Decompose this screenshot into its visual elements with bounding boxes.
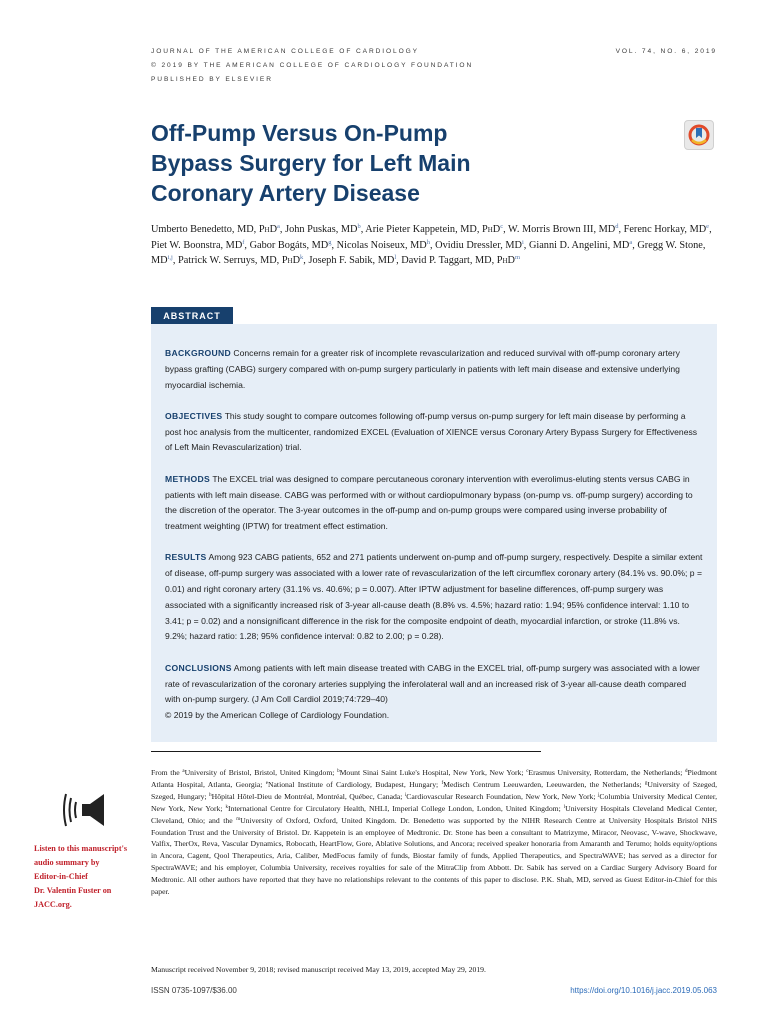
journal-masthead bbox=[151, 45, 717, 87]
affiliation-text: Piedmont Atlanta Hospital, Atlanta, Georgia; bbox=[151, 768, 717, 789]
abstract-methods: METHODS The EXCEL trial was designed to compare percutaneous coronary intervention with everolimus-eluting stents versus CABG in patients with left main disease. CABG was performed with or without cardiopulmonary bypass (on-pump vs. off-pump surgery) according to the discretion of the operator. The 3-year outcomes in the off-pump and on-pump groups were compared using inverse probability of treatment weighting (IPTW) for treatment effect estimation. bbox=[165, 473, 693, 532]
affiliation-text: University of Oxford, Oxford, United Kingdom. Dr. Benedetto was supported by the NIHR Research Centre at University Hospitals Bristol NHS Foundation Trust and the University of Bristol. Dr. Kappetein is an employee of Medtronic. Dr. Stone has been a consultant to Matrizyme, Miracor, Neovasc, V-wave, Shockwave, Valfix, TherOx, Reva, Vascular Dynamics, Robocath, HeartFlow, Gore, Ablative Solutions, and Ancora; received speaker honoraria from Amaranth and Terumo; holds equity/options in Ancora, Cagent, Qool Therapeutics, Aria, Caliber, MedFocus family of funds, Biostar family of funds, Applied Therapeutics, and SpectraWAVE; has served as a director for SpectraWAVE; and his employer, Columbia University, receives royalties for sale of the MitraClip from Abbott. Dr. Sabik has served on a Cardiac Surgery Advisory Board for Medtronic. All other authors have reported that they have no relationships relevant to the contents of this paper to disclose. P.K. Shah, MD, served as Guest Editor-in-Chief for this paper. bbox=[151, 815, 718, 897]
author-name: David P. Taggart, MD, bbox=[401, 255, 497, 267]
page-footer bbox=[151, 985, 717, 997]
doi-link[interactable]: https://doi.org/10.1016/j.jacc.2019.05.063 bbox=[570, 986, 717, 995]
audio-summary-note[interactable]: Listen to this manuscript's audio summary by Editor-in-Chief Dr. Valentin Fuster on JACC.org. bbox=[34, 844, 128, 909]
affiliation-text: Columbia University Medical Center, New York, New York; bbox=[151, 791, 718, 813]
affiliation-marker: l bbox=[563, 804, 566, 810]
author-name: W. Morris Brown III, MD bbox=[508, 224, 616, 235]
author-name: Ferenc Horkay, MD bbox=[623, 224, 707, 235]
author-affiliation-marker[interactable]: a bbox=[629, 238, 633, 246]
author-affiliation-marker[interactable]: e bbox=[706, 223, 710, 230]
abstract-tab: ABSTRACT bbox=[151, 307, 233, 325]
affiliation-marker: h bbox=[209, 792, 212, 798]
author-degree: PhD bbox=[258, 224, 278, 235]
affiliation-marker: b bbox=[337, 769, 340, 774]
affiliation-marker: e bbox=[265, 780, 268, 786]
affiliation-text: National Institute of Cardiology, Budapest, Hungary; bbox=[267, 779, 442, 789]
author-affiliation-marker[interactable]: a bbox=[277, 223, 280, 230]
abstract-background: BACKGROUND Concerns remain for a greater risk of incomplete revascularization and reduced survival with off-pump coronary artery bypass grafting (CABG) surgery compared with on-pump surgery particularly in patients with left main disease and extensive underlying myocardial ischemia. bbox=[165, 348, 680, 390]
author-affiliation-marker[interactable]: f bbox=[242, 238, 245, 246]
author-name: Nicolas Noiseux, MD bbox=[336, 239, 427, 251]
author-affiliation-marker[interactable]: h bbox=[426, 238, 430, 246]
author-name: Gianni D. Angelini, MD bbox=[528, 239, 630, 251]
affiliation-text: Erasmus University, Rotterdam, the Netherlands; bbox=[528, 768, 686, 777]
affiliation-marker: g bbox=[644, 780, 648, 786]
publisher-line: PUBLISHED BY ELSEVIER bbox=[151, 76, 273, 83]
journal-name: JOURNAL OF THE AMERICAN COLLEGE OF CARDIOLOGY bbox=[151, 48, 419, 55]
author-name: Gabor Bogáts, MD bbox=[249, 239, 329, 251]
affiliation-text: Mount Sinai Saint Luke's Hospital, New York, New York; bbox=[339, 768, 527, 777]
speaker-icon[interactable] bbox=[60, 790, 114, 830]
author-affiliation-marker[interactable]: b bbox=[357, 223, 361, 230]
methods-heading: METHODS bbox=[165, 473, 211, 484]
author-name: Ovidiu Dressler, MD bbox=[435, 239, 522, 251]
affiliation-text: University Hospitals Cleveland Medical Center, Cleveland, Ohio; and the bbox=[151, 803, 717, 825]
author-degree: PhD bbox=[281, 255, 301, 267]
affiliation-marker: f bbox=[441, 780, 444, 786]
author-degree: PhD bbox=[496, 255, 515, 267]
author-name: Piet W. Boonstra, MD bbox=[151, 239, 243, 251]
abstract-conclusions: CONCLUSIONS Among patients with left main disease treated with CABG in the EXCEL trial, off-pump surgery was associated with a lower rate of revascularization of the coronary arteries supplying the inferolateral wall and an increased risk of 3-year all-cause death compared with on-pump surgery. (J Am Coll Cardiol 2019;74:729–40) © 2019 by the American College of Cardiology Foundation. bbox=[165, 662, 700, 721]
affiliation-text: Hôpital Hôtel-Dieu de Montréal, Montréal, Québec, Canada; bbox=[211, 791, 405, 801]
author-name: Gregg W. Stone, MD bbox=[151, 239, 706, 267]
affiliation-text: University of Szeged, Szeged, Hungary; bbox=[151, 779, 717, 801]
objectives-heading: OBJECTIVES bbox=[165, 410, 223, 421]
affiliation-text: From the bbox=[151, 768, 183, 777]
manuscript-dates: Manuscript received November 9, 2018; revised manuscript received May 13, 2019, accepted May 29, 2019. bbox=[151, 965, 486, 974]
author-name: Umberto Benedetto, MD, bbox=[151, 224, 259, 235]
abstract-objectives: OBJECTIVES This study sought to compare outcomes following off-pump versus on-pump surgery for left main disease by performing a post hoc analysis from the multicenter, randomized EXCEL (Evaluation of XIENCE versus Coronary Artery Bypass Surgery for Effectiveness of Left Main Revascularization) trial. bbox=[165, 410, 698, 453]
affiliation-text: Cardiovascular Research Foundation, New York, New York; bbox=[406, 791, 599, 801]
affiliation-marker: j bbox=[598, 792, 600, 798]
title-line-1: Off-Pump Versus On-Pump bbox=[151, 120, 448, 146]
author-affiliation-marker[interactable]: i,j bbox=[167, 254, 173, 262]
affiliation-marker: i bbox=[404, 792, 407, 798]
title-line-3: Coronary Artery Disease bbox=[151, 180, 420, 206]
author-affiliation-marker[interactable]: l bbox=[394, 254, 397, 262]
author-affiliation-marker[interactable]: c bbox=[500, 223, 504, 230]
affiliations-disclosures bbox=[151, 767, 717, 898]
results-heading: RESULTS bbox=[165, 552, 207, 563]
author-name: John Puskas, MD bbox=[285, 224, 358, 235]
affiliation-text: International Centre for Circulatory Health, NHLI, Imperial College London, London, United Kingdom; bbox=[227, 803, 564, 813]
author-name: Joseph F. Sabik, MD bbox=[308, 255, 395, 267]
issn: ISSN 0735-1097/$36.00 bbox=[151, 986, 237, 995]
affiliation-text: Medisch Centrum Leeuwarden, Leeuwarden, the Netherlands; bbox=[443, 779, 645, 789]
affiliation-marker: a bbox=[182, 769, 185, 774]
author-affiliation-marker[interactable]: k bbox=[300, 254, 304, 262]
author-name: Arie Pieter Kappetein, MD, bbox=[365, 224, 482, 235]
affiliation-marker: d bbox=[685, 769, 688, 774]
abstract-box bbox=[151, 324, 717, 742]
author-list: Umberto Benedetto, MD, PhD$^a$, John Puskas, $MD^b$, Arie Pieter Kappetein, MD, PhD$^c$, W. Morris Brown III, $MD^d$, Ferenc Horkay, MDe, Piet W. Boonstra, $MD^f$, Gabor Bogáts, $MD^g$, Nicolas Noiseux, $MD^h$, Ovidiu Dressler, $MD^i$, Gianni D. Angelini, $MD^a$, Gregg W. Stone, MD$^{i,j}$, Patrick W. Serruys, MD, PhD$^k$, Joseph F. Sabik, $MD^l$, David P. Taggart, MD, PhD$^m$ bbox=[151, 223, 712, 267]
author-affiliation-marker[interactable]: m bbox=[514, 254, 521, 262]
author-degree: PhD bbox=[481, 224, 501, 235]
abstract-copyright: © 2019 by the American College of Cardiology Foundation. bbox=[165, 710, 390, 721]
conclusions-heading: CONCLUSIONS bbox=[165, 662, 232, 673]
author-affiliation-marker[interactable]: g bbox=[328, 238, 332, 246]
affiliation-marker: c bbox=[526, 769, 529, 774]
author-name: Patrick W. Serruys, MD, bbox=[178, 255, 282, 267]
abstract-results: RESULTS Among 923 CABG patients, 652 and 271 patients underwent on-pump and off-pump surgery, respectively. Despite a similar extent of disease, off-pump surgery was associated with a lower rate of revascularization of the left circumflex coronary artery (84.1% vs. 90.0%; p = 0.01) and right coronary artery (31.1% vs. 40.6%; p = 0.007). After IPTW adjustment for baseline differences, off-pump surgery was associated with a significantly increased risk of 3-year all-cause death (8.8% vs. 4.5%; hazard ratio: 1.94; 95% confidence interval: 1.10 to 3.41; p = 0.02) and a nonsignificant difference in the risk for the composite endpoint of death, myocardial infarction, or stroke (11.8% vs. 9.2%; hazard ratio: 1.28; 95% confidence interval: 0.82 to 2.00; p = 0.28). bbox=[165, 552, 703, 642]
volume-issue: VOL. 74, NO. 6, 2019 bbox=[615, 48, 717, 55]
author-affiliation-marker[interactable]: i bbox=[521, 238, 524, 246]
title-line-2: Bypass Surgery for Left Main bbox=[151, 150, 471, 176]
affiliation-marker: m bbox=[236, 816, 241, 822]
copyright-line: © 2019 BY THE AMERICAN COLLEGE OF CARDIOLOGY FOUNDATION bbox=[151, 62, 474, 69]
article-title bbox=[151, 118, 571, 208]
affiliation-marker: k bbox=[225, 804, 228, 810]
affiliation-divider bbox=[151, 751, 541, 752]
author-affiliation-marker[interactable]: d bbox=[615, 223, 619, 230]
background-heading: BACKGROUND bbox=[165, 348, 232, 358]
crossmark-icon[interactable] bbox=[684, 120, 714, 150]
affiliation-text: University of Bristol, Bristol, United Kingdom; bbox=[184, 768, 338, 777]
